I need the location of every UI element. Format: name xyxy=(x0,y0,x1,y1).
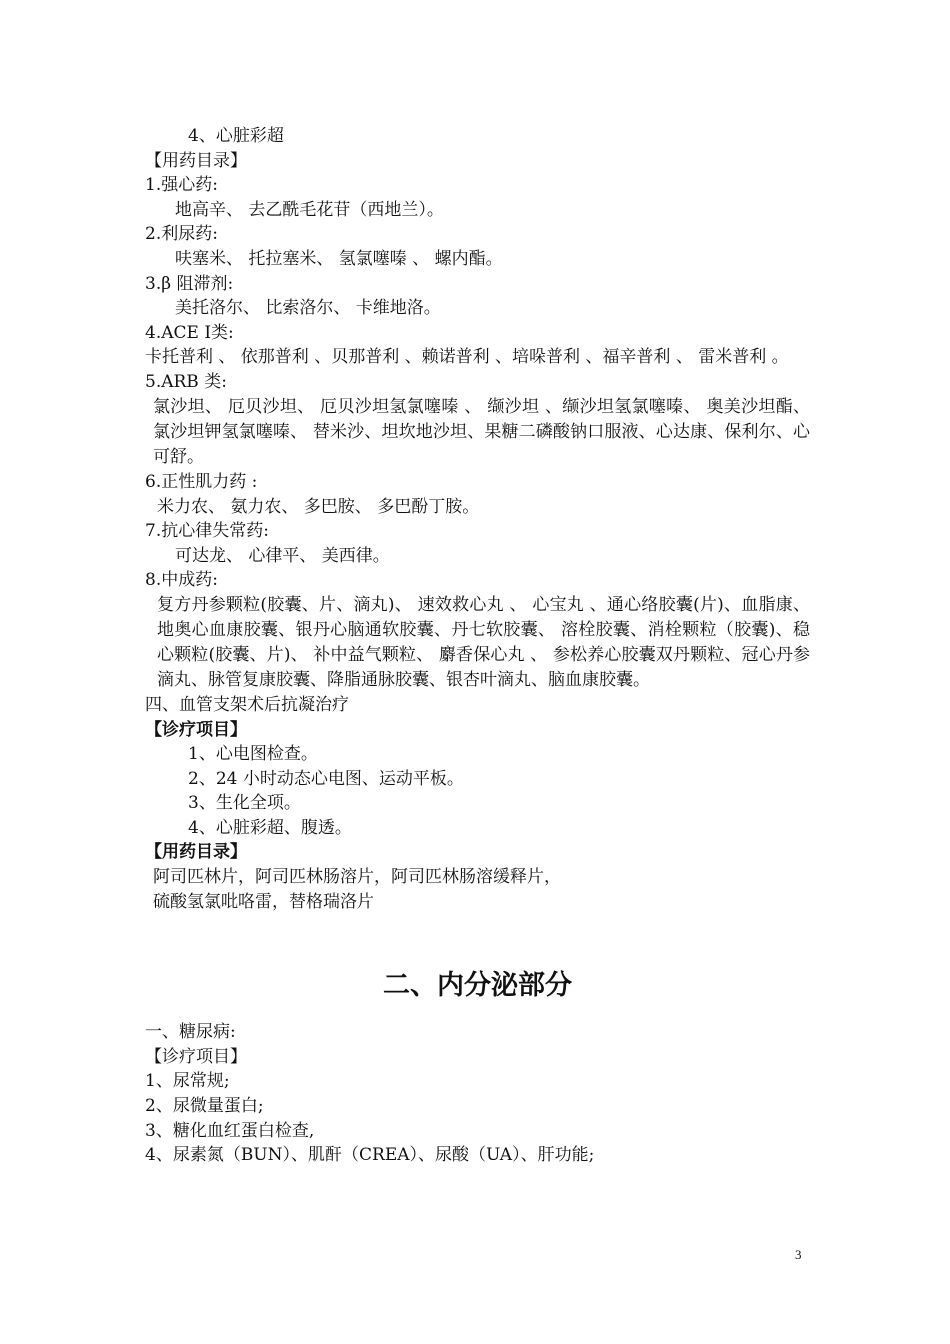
section-heading: 二、内分泌部分 xyxy=(383,970,572,1002)
text-line: 【用药目录】 xyxy=(145,842,247,863)
tcm-medication-list: 复方丹参颗粒(胶囊、片、滴丸)、 速效救心丸 、 心宝丸 、通心络胶囊(片)、血脂康、 地奥心血康胶囊、银丹心脑通软胶囊、丹七软胶囊、 溶栓胶囊、消栓颗粒（胶囊)、稳心颗粒(胶囊、片)、 补中益气颗粒、 麝香保心丸 、 参松养心胶囊双丹颗粒、冠心丹参滴丸、脉管复康胶囊、降脂通脉胶囊、银杏叶滴丸、脑血康胶囊。 xyxy=(157,594,810,690)
text-line: 4、尿素氮（BUN）、肌酐（CREA）、尿酸（UA）、肝功能; xyxy=(145,1145,595,1166)
text-line: 1、心电图检查。 xyxy=(188,744,318,765)
page-number: 3 xyxy=(795,1247,802,1262)
text-line: 7.抗心律失常药: xyxy=(145,521,269,542)
stent-anticoagulation-section xyxy=(145,693,810,914)
text-line: 2、尿微量蛋白; xyxy=(145,1096,264,1117)
text-line: 硫酸氢氯吡咯雷，替格瑞洛片 xyxy=(153,891,374,912)
text-line: 2.利尿药: xyxy=(145,224,218,245)
text-line: 4.ACE Ⅰ类: xyxy=(145,322,234,343)
text-line: 2、24 小时动态心电图、运动平板。 xyxy=(188,768,464,789)
text-line: 四、血管支架术后抗凝治疗 xyxy=(145,694,349,715)
text-line: 米力农、 氨力农、 多巴胺、 多巴酚丁胺。 xyxy=(157,496,480,517)
text-line: 一、糖尿病: xyxy=(145,1022,236,1043)
text-line: 美托洛尔、 比索洛尔、 卡维地洛。 xyxy=(175,298,441,319)
arb-list: 氯沙坦、 厄贝沙坦、 厄贝沙坦氢氯噻嗪 、 缬沙坦 、缬沙坦氢氯噻嗪、 奥美沙坦酯、 氯沙坦钾氢氯噻嗪、 替米沙、坦坎地沙坦、果糖二磷酸钠口服液、心达康、保利尔、心可舒。 xyxy=(153,396,810,467)
text-line: 4、心脏彩超 xyxy=(188,126,284,146)
text-line: 阿司匹林片，阿司匹林肠溶片，阿司匹林肠溶缓释片， xyxy=(153,867,561,888)
cardiology-medication-list xyxy=(145,124,810,345)
text-line: 6.正性肌力药 : xyxy=(145,471,258,492)
text-line: 1.强心药: xyxy=(145,175,218,196)
arb-heading: 5.ARB 类: xyxy=(145,372,227,393)
text-line: 3、糖化血红蛋白检查, xyxy=(145,1120,315,1141)
medication-list-continued xyxy=(145,470,810,593)
text-line: 可达龙、 心律平、 美西律。 xyxy=(175,545,390,566)
text-line: 【用药目录】 xyxy=(145,150,247,171)
text-line: 【诊疗项目】 xyxy=(145,719,247,740)
text-line: 3.β 阻滞剂: xyxy=(145,273,234,294)
text-line: 地高辛、 去乙酰毛花苷（西地兰）。 xyxy=(175,199,444,220)
text-line: 呋塞米、 托拉塞米、 氢氯噻嗪 、 螺内酯。 xyxy=(175,248,503,269)
text-line: 【诊疗项目】 xyxy=(145,1046,247,1067)
page-content xyxy=(145,124,810,1168)
text-line: 3、生化全项。 xyxy=(188,793,301,814)
text-line: 8.中成药: xyxy=(145,570,218,591)
diabetes-section xyxy=(145,1020,810,1168)
text-line: 1、尿常规; xyxy=(145,1071,230,1092)
text-line: 4、心脏彩超、腹透。 xyxy=(188,817,352,838)
ace-inhibitor-list: 卡托普利 、 依那普利 、贝那普利 、赖诺普利 、培哚普利 、福辛普利 、 雷米普利 。 xyxy=(145,347,789,368)
